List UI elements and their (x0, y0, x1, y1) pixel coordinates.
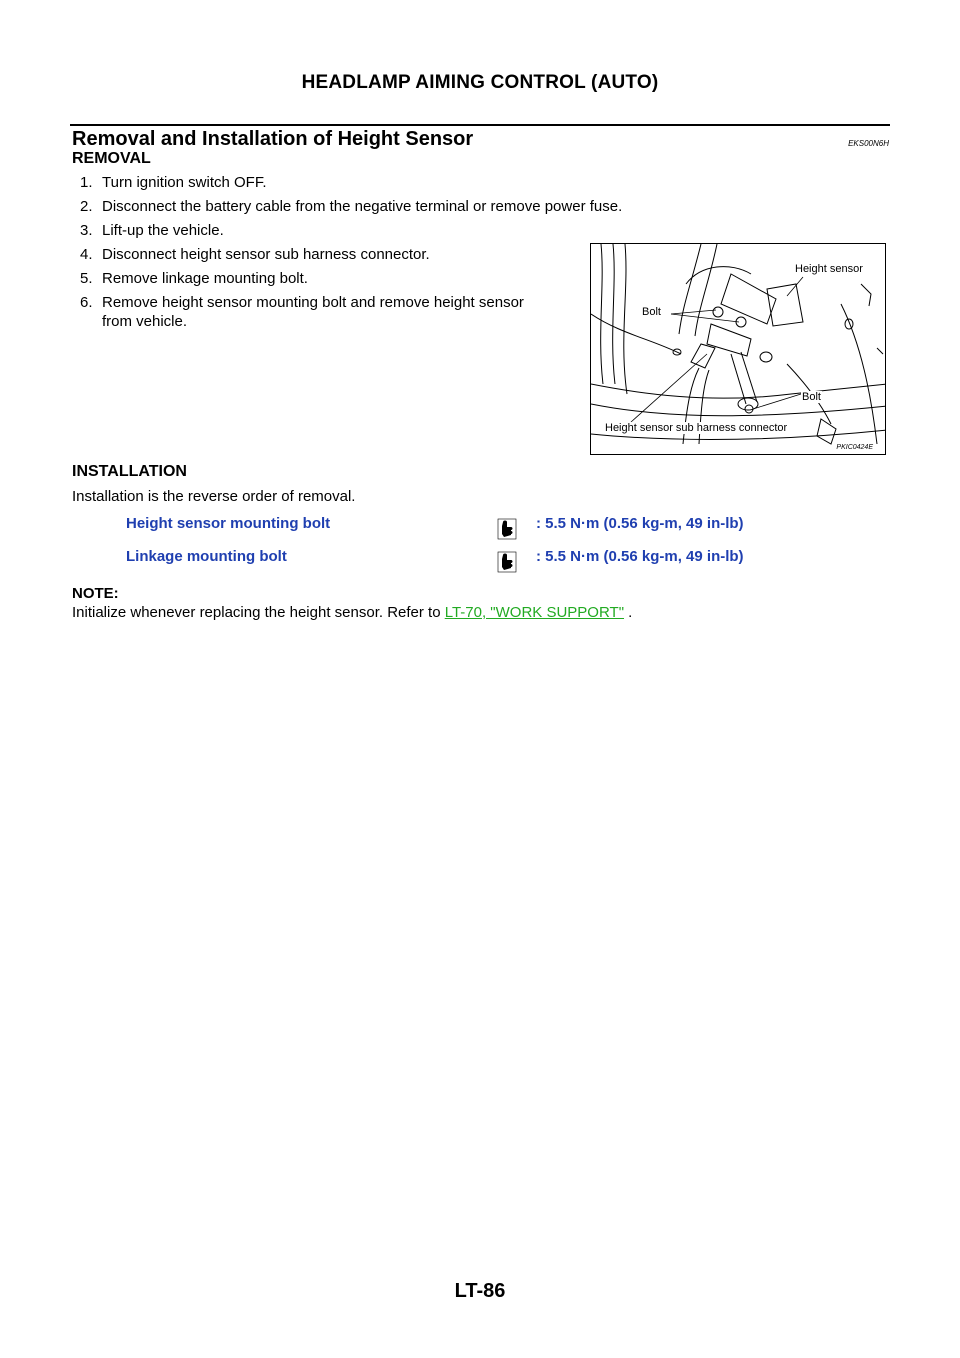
figure-id: PKIC0424E (836, 444, 873, 451)
section-code: EKS00N6H (848, 139, 889, 148)
step-number: 3. (80, 222, 93, 239)
removal-step (80, 269, 600, 288)
step-text-continued: from vehicle. (102, 313, 188, 330)
removal-heading: REMOVAL (72, 150, 151, 167)
label-harness-connector: Height sensor sub harness connector (605, 422, 788, 434)
height-sensor-illustration (590, 243, 886, 455)
work-support-link[interactable]: LT-70, "WORK SUPPORT" (444, 604, 625, 621)
step-text: Disconnect the battery cable from the negative terminal or remove power fuse. (102, 198, 623, 215)
removal-step (80, 221, 600, 240)
page-number: LT-86 (454, 1280, 506, 1302)
torque-spec-row (126, 515, 826, 539)
torque-spec-row (126, 548, 826, 572)
removal-step (80, 197, 720, 216)
step-number: 5. (80, 270, 93, 287)
step-text: Lift-up the vehicle. (102, 222, 224, 239)
step-number: 1. (80, 174, 93, 191)
label-bolt-lower: Bolt (802, 391, 821, 403)
step-number: 2. (80, 198, 93, 215)
step-text: Disconnect height sensor sub harness connector. (102, 246, 430, 263)
spec-label: Linkage mounting bolt (126, 548, 287, 565)
step-number: 4. (80, 246, 93, 263)
torque-wrench-icon (497, 551, 517, 573)
torque-wrench-icon (497, 518, 517, 540)
installation-text: Installation is the reverse order of removal. (72, 488, 356, 505)
note-label: NOTE: (72, 585, 119, 602)
page-header-title: HEADLAMP AIMING CONTROL (AUTO) (301, 72, 659, 93)
spec-label: Height sensor mounting bolt (126, 515, 331, 532)
removal-step (80, 173, 600, 192)
section-title: Removal and Installation of Height Sensor (72, 128, 474, 150)
note-text-before: Initialize whenever replacing the height sensor. Refer to (72, 604, 445, 621)
spec-value: : 5.5 N·m (0.56 kg-m, 49 in-lb) (536, 515, 744, 532)
spec-value: : 5.5 N·m (0.56 kg-m, 49 in-lb) (536, 548, 744, 565)
removal-step (80, 293, 600, 331)
header-divider (70, 124, 890, 126)
removal-step (80, 245, 600, 264)
step-text: Remove height sensor mounting bolt and remove height sensor (102, 294, 524, 311)
note-text (72, 604, 632, 621)
step-text: Remove linkage mounting bolt. (102, 270, 308, 287)
step-number: 6. (80, 294, 93, 311)
label-bolt-upper: Bolt (642, 306, 661, 318)
label-height-sensor: Height sensor (795, 263, 863, 275)
installation-heading: INSTALLATION (72, 463, 187, 480)
note-text-after: . (624, 604, 633, 621)
step-text: Turn ignition switch OFF. (102, 174, 267, 191)
